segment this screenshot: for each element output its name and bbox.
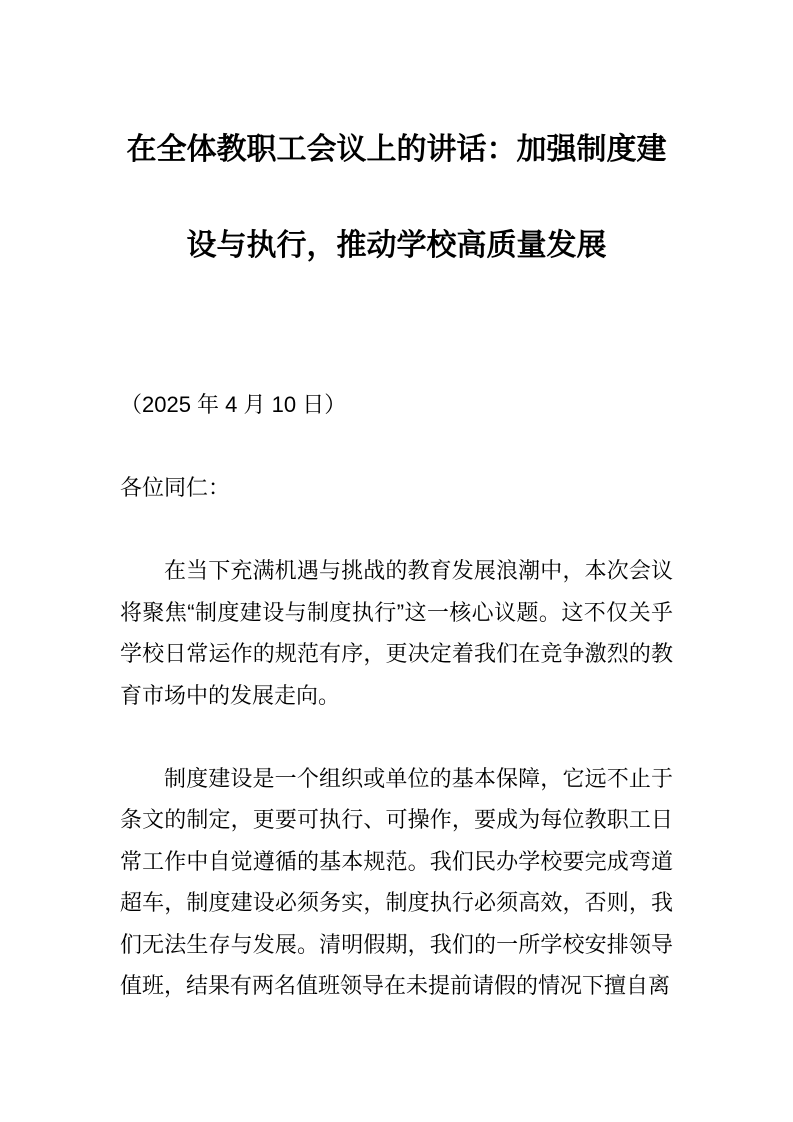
document-title-line-1: 在全体教职工会议上的讲话：加强制度建 <box>126 133 667 166</box>
paragraph-1: 在当下充满机遇与挑战的教育发展浪潮中，本次会议将聚焦“制度建设与制度执行”这一核心议题。这不仅关乎学校日常运作的规范有序，更决定着我们在竞争激烈的教育市场中的发展走向。 <box>120 558 673 708</box>
document-title-line-2: 设与执行，推动学校高质量发展 <box>186 229 607 262</box>
document-title <box>120 102 673 294</box>
document-body <box>120 384 673 1007</box>
salutation: 各位同仁： <box>120 475 231 500</box>
date-line: （2025 年 4 月 10 日） <box>120 392 347 417</box>
paragraph-2: 制度建设是一个组织或单位的基本保障，它远不止于条文的制定，更要可执行、可操作，要成为每位教职工日常工作中自觉遵循的基本规范。我们民办学校要完成弯道超车，制度建设必须务实，制度执行必须高效，否则，我们无法生存与发展。清明假期，我们的一所学校安排领导值班，结果有两名值班领导在未提前请假的情况下擅自离 <box>120 765 673 998</box>
